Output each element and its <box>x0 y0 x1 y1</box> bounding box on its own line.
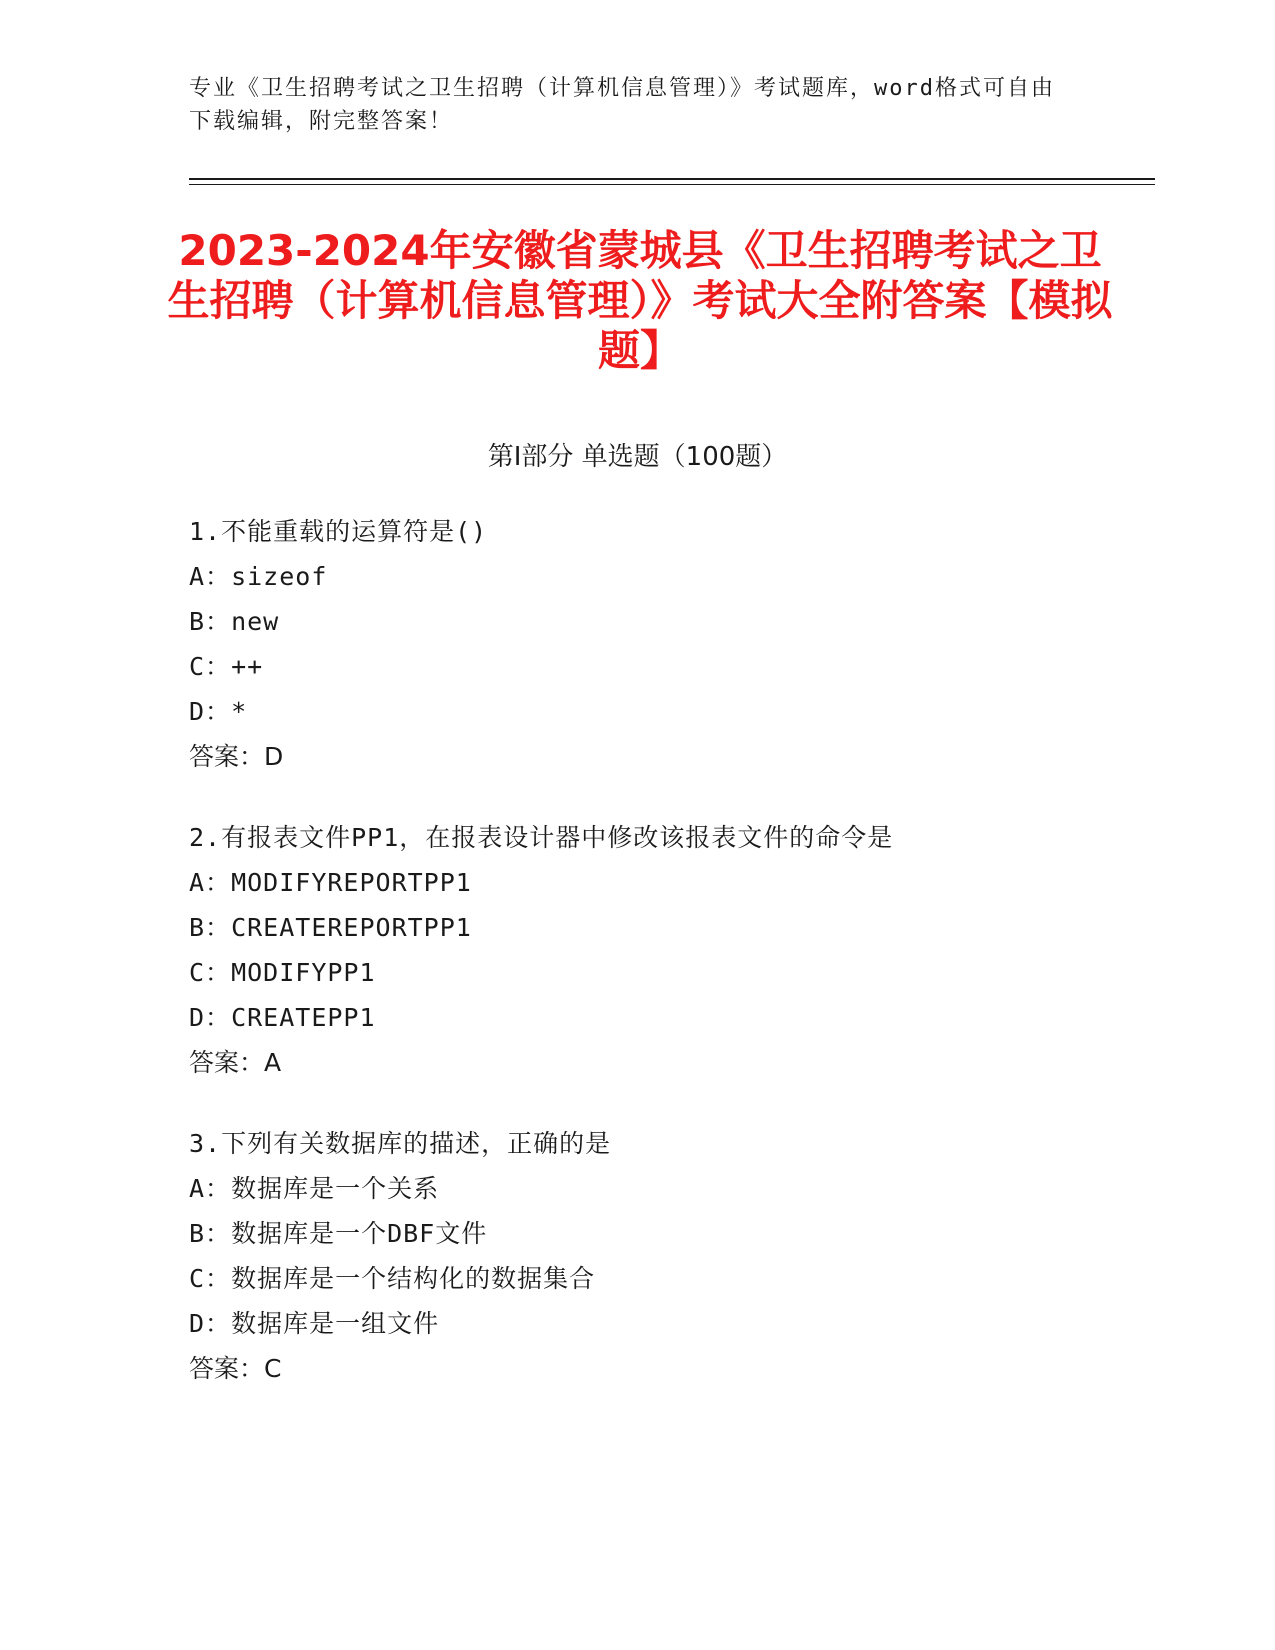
option-d <box>189 1301 1189 1346</box>
option-d <box>189 689 1189 734</box>
option-key: A： <box>189 1174 232 1203</box>
option-c <box>189 950 1189 995</box>
option-key: B： <box>189 1219 232 1248</box>
document-title: 2023-2024年安徽省蒙城县《卫生招聘考试之卫生招聘（计算机信息管理）》考试大全附答案【模拟题】 <box>167 226 1113 375</box>
option-key: C： <box>189 652 232 681</box>
option-c <box>189 1256 1189 1301</box>
option-d <box>189 995 1189 1040</box>
option-text: CREATEPP1 <box>231 1003 376 1032</box>
option-text: 数据库是一组文件 <box>231 1309 440 1338</box>
option-b <box>189 905 1189 950</box>
option-text: CREATEREPORTPP1 <box>231 913 472 942</box>
option-key: D： <box>189 697 232 726</box>
option-text: sizeof <box>231 562 328 591</box>
option-c <box>189 644 1189 689</box>
option-text: 数据库是一个结构化的数据集合 <box>231 1264 596 1293</box>
option-text: ++ <box>231 652 264 681</box>
question-1 <box>189 509 1189 779</box>
option-text: * <box>231 697 248 726</box>
question-2 <box>189 815 1189 1085</box>
option-a <box>189 1166 1189 1211</box>
answer: 答案：D <box>189 742 284 771</box>
option-key: A： <box>189 562 232 591</box>
option-text: 数据库是一个DBF文件 <box>231 1219 488 1248</box>
section-title: 第I部分 单选题（100题） <box>487 442 788 472</box>
option-a <box>189 554 1189 599</box>
question-stem: 1.不能重载的运算符是() <box>189 517 488 546</box>
option-text: new <box>231 607 280 636</box>
option-key: C： <box>189 958 232 987</box>
option-a <box>189 860 1189 905</box>
option-key: D： <box>189 1003 232 1032</box>
question-stem: 3.下列有关数据库的描述，正确的是 <box>189 1129 612 1158</box>
option-key: A： <box>189 868 232 897</box>
option-b <box>189 1211 1189 1256</box>
question-stem: 2.有报表文件PP1，在报表设计器中修改该报表文件的命令是 <box>189 823 894 852</box>
option-text: MODIFYPP1 <box>231 958 376 987</box>
header-note: 专业《卫生招聘考试之卫生招聘（计算机信息管理）》考试题库，word格式可自由下载编辑，附完整答案！ <box>189 76 1055 134</box>
option-b <box>189 599 1189 644</box>
option-key: B： <box>189 607 232 636</box>
option-key: C： <box>189 1264 232 1293</box>
answer: 答案：A <box>189 1048 282 1077</box>
option-key: D： <box>189 1309 232 1338</box>
question-3 <box>189 1121 1189 1391</box>
option-text: MODIFYREPORTPP1 <box>231 868 472 897</box>
answer: 答案：C <box>189 1354 282 1383</box>
option-key: B： <box>189 913 232 942</box>
header-divider-thick <box>189 178 1155 180</box>
header-divider-thin <box>189 184 1155 185</box>
option-text: 数据库是一个关系 <box>231 1174 440 1203</box>
